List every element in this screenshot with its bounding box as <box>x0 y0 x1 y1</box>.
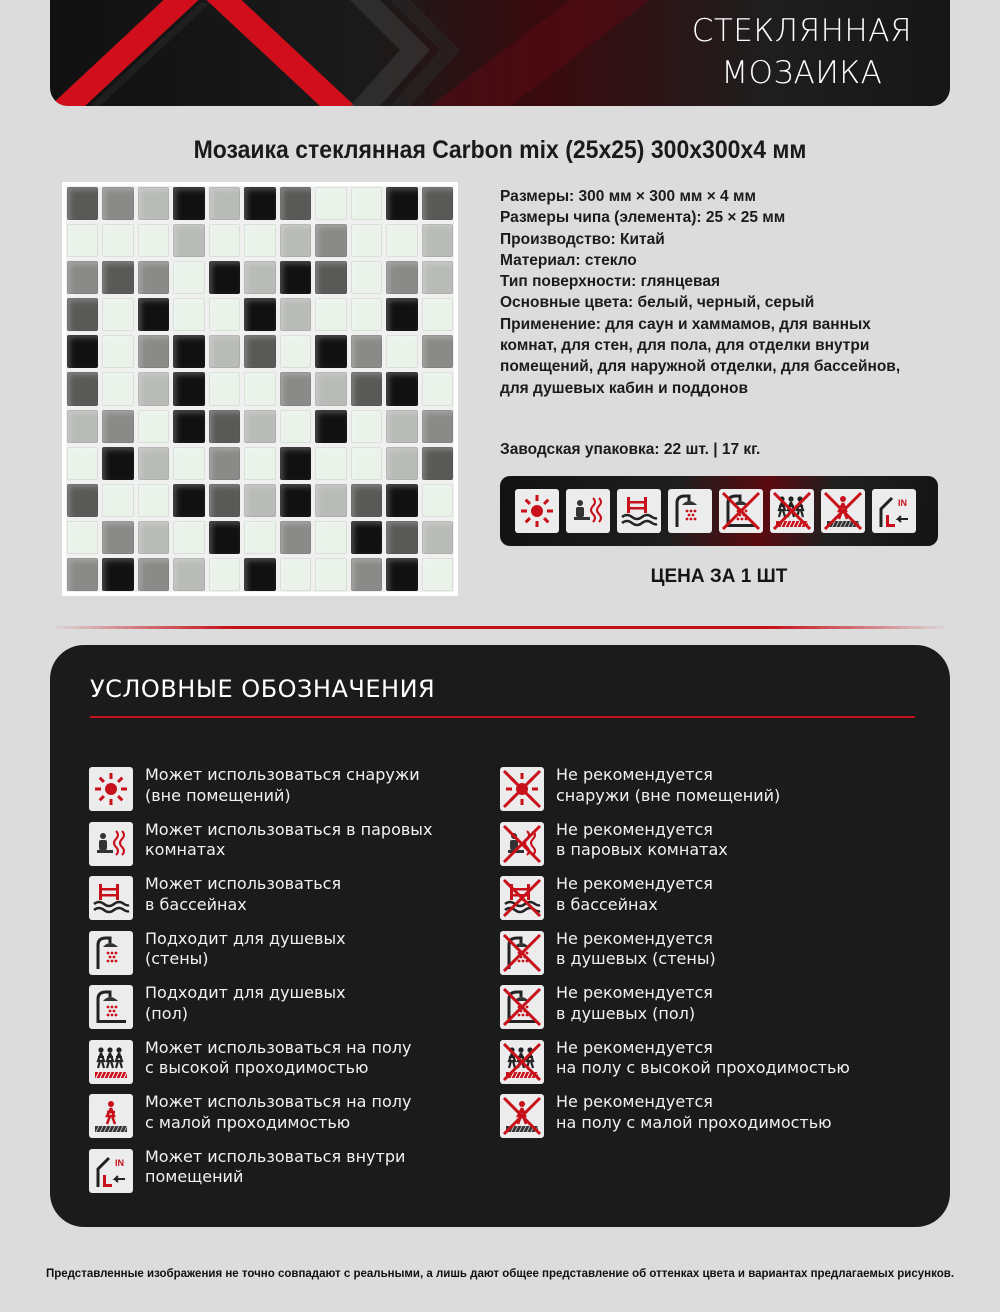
mosaic-tile <box>315 558 346 591</box>
legend-item-text <box>556 874 886 915</box>
mosaic-tile <box>244 187 275 220</box>
mosaic-tile <box>280 261 311 294</box>
product-photo <box>62 182 458 596</box>
disclaimer: Представленные изображения не точно совпадают с реальными, а лишь дают общее представление об оттенках цвета и вариантах предлагаемых рисунков. <box>45 1268 955 1280</box>
mosaic-tile <box>173 261 204 294</box>
mosaic-tile <box>386 298 417 331</box>
spec-line: комнат, для стен, для пола, для отделки внутри <box>500 337 870 355</box>
mosaic-tile <box>138 372 169 405</box>
mosaic-tile <box>209 335 240 368</box>
legend-item <box>89 1092 475 1138</box>
spec-line: для душевых кабин и поддонов <box>500 379 749 397</box>
mosaic-tile <box>102 410 133 443</box>
indoor-icon <box>89 1149 133 1193</box>
legend-item-line: Подходит для душевых <box>145 983 346 1002</box>
shower-wall-icon <box>89 931 133 975</box>
spec-line: помещений, для наружной отделки, для бассейнов, <box>500 358 901 376</box>
spec-line: Производство: Китай <box>500 230 665 248</box>
mosaic-tile <box>209 521 240 554</box>
mosaic-tile <box>67 447 98 480</box>
mosaic-tile <box>422 447 453 480</box>
mosaic-tile <box>102 521 133 554</box>
mosaic-tile <box>138 261 169 294</box>
legend-item-line: с малой проходимостью <box>145 1112 351 1132</box>
legend-item-line: в душевых (стены) <box>556 949 716 968</box>
mosaic-tile <box>138 224 169 257</box>
mosaic-tile <box>67 372 98 405</box>
mosaic-tile <box>209 372 240 405</box>
legend-rule <box>90 716 915 718</box>
mosaic-tile <box>422 224 453 257</box>
high-traffic-crossed-icon <box>770 489 814 533</box>
mosaic-tile <box>209 558 240 591</box>
shower-floor-icon <box>89 985 133 1029</box>
mosaic-tile <box>67 521 98 554</box>
mosaic-tile <box>244 224 275 257</box>
spec-list <box>500 186 950 399</box>
shower-floor-crossed-icon <box>719 489 763 533</box>
mosaic-tile <box>67 410 98 443</box>
legend-item-text <box>556 765 886 806</box>
legend-item-text <box>145 1147 475 1188</box>
mosaic-tile <box>102 335 133 368</box>
mosaic-tile <box>173 410 204 443</box>
spec-line: Тип поверхности: глянцевая <box>500 273 721 291</box>
legend-item <box>89 874 475 920</box>
mosaic-tile <box>280 372 311 405</box>
mosaic-tile <box>351 410 382 443</box>
high-traffic-crossed-icon <box>500 1040 544 1084</box>
mosaic-tile <box>102 224 133 257</box>
steam-room-icon <box>566 489 610 533</box>
mosaic-tile <box>138 521 169 554</box>
mosaic-tile <box>209 410 240 443</box>
legend-item <box>500 1038 886 1084</box>
mosaic-tile <box>315 521 346 554</box>
legend-item-line: в бассейнах <box>556 894 658 914</box>
spec-line: Материал: стекло <box>500 251 637 269</box>
packaging-info: Заводская упаковка: 22 шт. | 17 кг. <box>500 441 761 458</box>
spec-line: Основные цвета: белый, черный, серый <box>500 294 815 312</box>
mosaic-tile <box>138 484 169 517</box>
legend-item-text <box>556 929 886 970</box>
spec-line: Размеры чипа (элемента): 25 × 25 мм <box>500 209 786 227</box>
mosaic-tile <box>138 335 169 368</box>
mosaic-tile <box>386 372 417 405</box>
legend-item <box>89 765 475 811</box>
mosaic-tile <box>280 187 311 220</box>
mosaic-tile <box>67 261 98 294</box>
legend-item-line: Может использоваться в паровых <box>145 819 433 839</box>
mosaic-tile <box>244 521 275 554</box>
mosaic-tile <box>102 558 133 591</box>
mosaic-tile <box>422 558 453 591</box>
mosaic-tile <box>173 187 204 220</box>
legend-item-text <box>145 983 475 1024</box>
mosaic-tile <box>209 484 240 517</box>
legend-item-text <box>145 765 475 806</box>
mosaic-tile <box>351 447 382 480</box>
mosaic-tile <box>244 447 275 480</box>
product-title: Мозаика стеклянная Carbon mix (25x25) 300x300x4 мм <box>193 136 807 164</box>
legend-item <box>500 820 886 866</box>
legend-item-line: Не рекомендуется <box>556 765 713 784</box>
legend-item-line: в паровых комнатах <box>556 840 728 859</box>
legend-item-line: Не рекомендуется <box>556 928 713 948</box>
mosaic-tile <box>244 484 275 517</box>
mosaic-tile <box>386 261 417 294</box>
legend-item-line: (вне помещений) <box>145 785 291 805</box>
mosaic-tile <box>315 484 346 517</box>
low-traffic-crossed-icon <box>500 1094 544 1138</box>
mosaic-tile <box>351 298 382 331</box>
legend-item-text <box>556 1092 886 1133</box>
mosaic-tile <box>209 447 240 480</box>
pool-crossed-icon <box>500 876 544 920</box>
mosaic-tile <box>315 372 346 405</box>
mosaic-tile <box>386 521 417 554</box>
sun-crossed-icon <box>500 767 544 811</box>
mosaic-tile <box>315 410 346 443</box>
mosaic-tile <box>67 298 98 331</box>
legend-item-line: Может использоваться <box>145 874 342 893</box>
mosaic-grid <box>66 186 454 592</box>
mosaic-tile <box>102 372 133 405</box>
legend-item-text <box>556 1038 886 1079</box>
mosaic-tile <box>386 558 417 591</box>
shower-wall-crossed-icon <box>500 931 544 975</box>
mosaic-tile <box>244 372 275 405</box>
low-traffic-icon <box>89 1094 133 1138</box>
mosaic-tile <box>173 484 204 517</box>
svg-text:IN: IN <box>115 1157 124 1168</box>
mosaic-tile <box>173 521 204 554</box>
legend-item-line: Не рекомендуется <box>556 874 713 893</box>
mosaic-tile <box>138 558 169 591</box>
legend-item-line: снаружи (вне помещений) <box>556 785 781 805</box>
legend-item-line: Может использоваться на полу <box>145 1037 412 1057</box>
mosaic-tile <box>351 335 382 368</box>
mosaic-tile <box>244 335 275 368</box>
mosaic-tile <box>67 558 98 591</box>
mosaic-tile <box>351 521 382 554</box>
mosaic-tile <box>280 410 311 443</box>
legend-item-line: Не рекомендуется <box>556 1037 713 1057</box>
mosaic-tile <box>386 224 417 257</box>
mosaic-tile <box>351 558 382 591</box>
legend-item-line: Подходит для душевых <box>145 928 346 948</box>
mosaic-tile <box>209 261 240 294</box>
legend-panel <box>50 645 950 1227</box>
legend-item-line: Не рекомендуется <box>556 1092 713 1111</box>
mosaic-tile <box>280 224 311 257</box>
mosaic-tile <box>173 298 204 331</box>
header-banner <box>50 0 950 106</box>
legend-item <box>89 929 475 975</box>
legend-item <box>89 820 475 866</box>
mosaic-tile <box>315 224 346 257</box>
mosaic-tile <box>138 410 169 443</box>
mosaic-tile <box>67 224 98 257</box>
legend-item <box>500 1092 886 1138</box>
mosaic-tile <box>102 187 133 220</box>
legend-item-line: на полу с высокой проходимостью <box>556 1058 850 1077</box>
legend-item-line: Может использоваться внутри <box>145 1146 406 1166</box>
low-traffic-crossed-icon <box>821 489 865 533</box>
section-divider <box>50 626 950 629</box>
mosaic-tile <box>422 372 453 405</box>
mosaic-tile <box>351 224 382 257</box>
legend-item-line: в бассейнах <box>145 894 247 914</box>
mosaic-tile <box>422 187 453 220</box>
banner-title: СТЕКЛЯННАЯ МОЗАИКА <box>691 13 912 91</box>
mosaic-tile <box>173 335 204 368</box>
mosaic-tile <box>422 410 453 443</box>
mosaic-tile <box>315 335 346 368</box>
mosaic-tile <box>244 298 275 331</box>
usage-icon-strip <box>500 476 938 546</box>
legend-item <box>89 1147 475 1193</box>
shower-floor-crossed-icon <box>500 985 544 1029</box>
mosaic-tile <box>351 187 382 220</box>
legend-item <box>500 983 886 1029</box>
mosaic-tile <box>102 447 133 480</box>
mosaic-tile <box>173 447 204 480</box>
legend-item-text <box>145 1038 475 1079</box>
svg-text:IN: IN <box>898 498 907 508</box>
legend-item-line: на полу с малой проходимостью <box>556 1112 832 1132</box>
mosaic-tile <box>422 261 453 294</box>
mosaic-tile <box>315 447 346 480</box>
legend-title: УСЛОВНЫЕ ОБОЗНАЧЕНИЯ <box>90 675 436 703</box>
mosaic-tile <box>209 187 240 220</box>
legend-item-text <box>556 820 886 861</box>
legend-item-line: Может использоваться снаружи <box>145 765 420 784</box>
legend-item-text <box>145 1092 475 1133</box>
mosaic-tile <box>173 372 204 405</box>
mosaic-tile <box>102 298 133 331</box>
legend-item-line: комнатах <box>145 840 226 859</box>
pool-icon <box>617 489 661 533</box>
sun-icon <box>89 767 133 811</box>
mosaic-tile <box>422 521 453 554</box>
mosaic-tile <box>422 298 453 331</box>
high-traffic-icon <box>89 1040 133 1084</box>
mosaic-tile <box>422 335 453 368</box>
mosaic-tile <box>386 484 417 517</box>
mosaic-tile <box>280 558 311 591</box>
mosaic-tile <box>280 298 311 331</box>
mosaic-tile <box>315 298 346 331</box>
sun-icon <box>515 489 559 533</box>
steam-room-crossed-icon <box>500 822 544 866</box>
legend-item-line: помещений <box>145 1167 244 1186</box>
shower-wall-icon <box>668 489 712 533</box>
mosaic-tile <box>138 298 169 331</box>
spec-line: Размеры: 300 мм × 300 мм × 4 мм <box>500 188 756 205</box>
mosaic-tile <box>351 484 382 517</box>
mosaic-tile <box>138 447 169 480</box>
mosaic-tile <box>386 410 417 443</box>
mosaic-tile <box>280 447 311 480</box>
legend-item <box>500 765 886 811</box>
legend-item <box>89 983 475 1029</box>
mosaic-tile <box>386 447 417 480</box>
legend-item-line: Не рекомендуется <box>556 819 713 839</box>
mosaic-tile <box>67 335 98 368</box>
legend-item-line: (стены) <box>145 949 209 968</box>
mosaic-tile <box>244 558 275 591</box>
legend-item-line: в душевых (пол) <box>556 1003 696 1023</box>
mosaic-tile <box>209 298 240 331</box>
mosaic-tile <box>67 187 98 220</box>
mosaic-tile <box>386 187 417 220</box>
mosaic-tile <box>422 484 453 517</box>
mosaic-tile <box>315 261 346 294</box>
legend-item-text <box>145 929 475 970</box>
mosaic-tile <box>102 484 133 517</box>
mosaic-tile <box>138 187 169 220</box>
legend-item-text <box>145 820 475 861</box>
mosaic-tile <box>244 410 275 443</box>
mosaic-tile <box>67 484 98 517</box>
legend-item <box>500 929 886 975</box>
mosaic-tile <box>173 558 204 591</box>
mosaic-tile <box>280 335 311 368</box>
price-label: ЦЕНА ЗА 1 ШТ <box>650 566 788 587</box>
mosaic-tile <box>351 372 382 405</box>
legend-item <box>89 1038 475 1084</box>
legend-item-line: (пол) <box>145 1003 188 1023</box>
mosaic-tile <box>102 261 133 294</box>
mosaic-tile <box>244 261 275 294</box>
indoor-icon <box>872 489 916 533</box>
steam-room-icon <box>89 822 133 866</box>
legend-item-text <box>145 874 475 915</box>
mosaic-tile <box>386 335 417 368</box>
legend-item-line: с высокой проходимостью <box>145 1058 369 1077</box>
mosaic-tile <box>280 484 311 517</box>
legend-item-line: Может использоваться на полу <box>145 1092 412 1111</box>
pool-icon <box>89 876 133 920</box>
legend-item-line: Не рекомендуется <box>556 983 713 1002</box>
mosaic-tile <box>315 187 346 220</box>
mosaic-tile <box>280 521 311 554</box>
mosaic-tile <box>209 224 240 257</box>
mosaic-tile <box>351 261 382 294</box>
legend-item-text <box>556 983 886 1024</box>
mosaic-tile <box>173 224 204 257</box>
legend-item <box>500 874 886 920</box>
spec-line: Применение: для саун и хаммамов, для ванных <box>500 315 871 333</box>
